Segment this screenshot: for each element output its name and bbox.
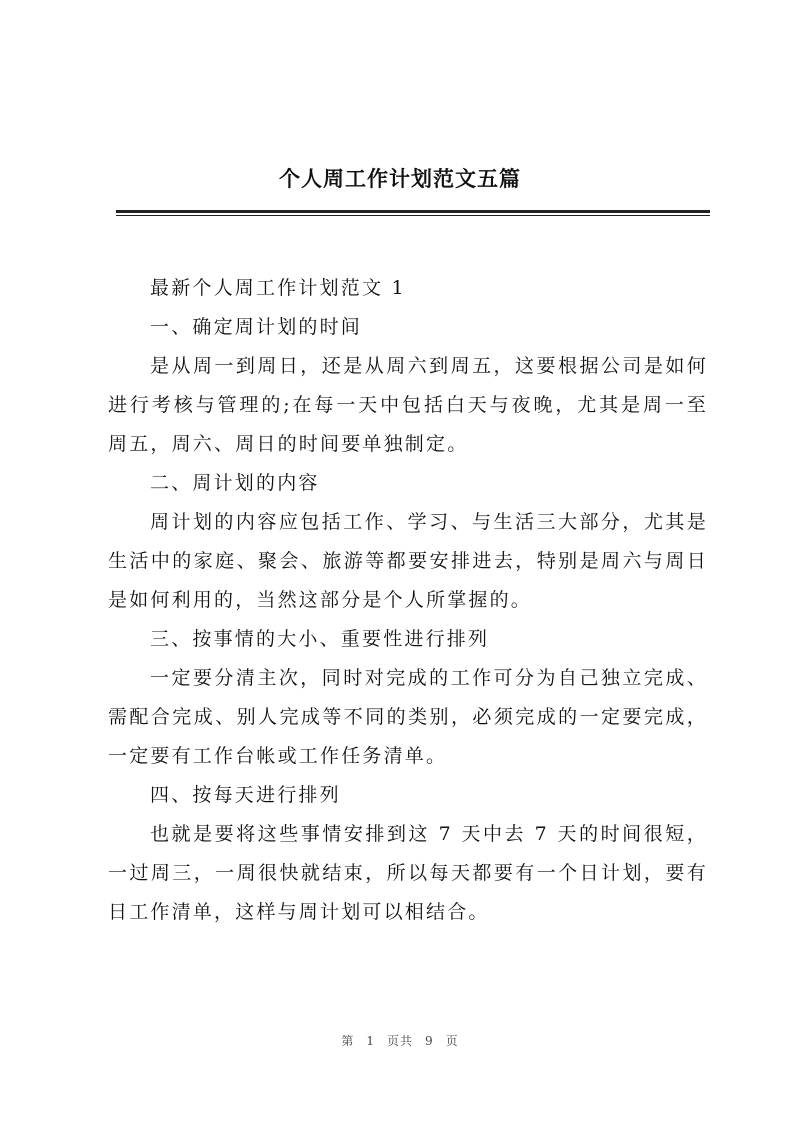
footer-label-ye: 页 <box>445 1034 459 1048</box>
title-underline-thick <box>116 210 710 213</box>
subheading-4: 四、按每天进行排列 <box>150 784 341 806</box>
footer-label-ye-gong: 页共 <box>386 1034 413 1048</box>
paragraph-1: 是从周一到周日，还是从周六到周五，这要根据公司是如何进行考核与管理的;在每一天中包括白天与夜晚，尤其是周一至周五，周六、周日的时间要单独制定。 <box>108 355 708 455</box>
footer-total-pages: 9 <box>425 1034 434 1048</box>
subheading-1: 一、确定周计划的时间 <box>150 316 363 338</box>
title-underline-thin <box>116 215 710 216</box>
subheading-3: 三、按事情的大小、重要性进行排列 <box>150 628 490 650</box>
document-title: 个人周工作计划范文五篇 <box>279 166 521 191</box>
paragraph-2: 周计划的内容应包括工作、学习、与生活三大部分，尤其是生活中的家庭、聚会、旅游等都要安排进去，特别是周六与周日是如何利用的，当然这部分是个人所掌握的。 <box>108 511 708 611</box>
footer-page-number: 1 <box>366 1034 375 1048</box>
page-footer <box>0 1032 800 1049</box>
paragraph-4: 也就是要将这些事情安排到这 7 天中去 7 天的时间很短，一过周三，一周很快就结束，所以每天都要有一个日计划，要有日工作清单，这样与周计划可以相结合。 <box>108 823 708 923</box>
subheading-2: 二、周计划的内容 <box>150 472 320 494</box>
footer-label-di: 第 <box>341 1034 355 1048</box>
paragraph-3: 一定要分清主次，同时对完成的工作可分为自己独立完成、需配合完成、别人完成等不同的类别，必须完成的一定要完成，一定要有工作台帐或工作任务清单。 <box>108 667 708 767</box>
document-body <box>108 269 708 932</box>
section-heading: 最新个人周工作计划范文 1 <box>150 277 406 299</box>
